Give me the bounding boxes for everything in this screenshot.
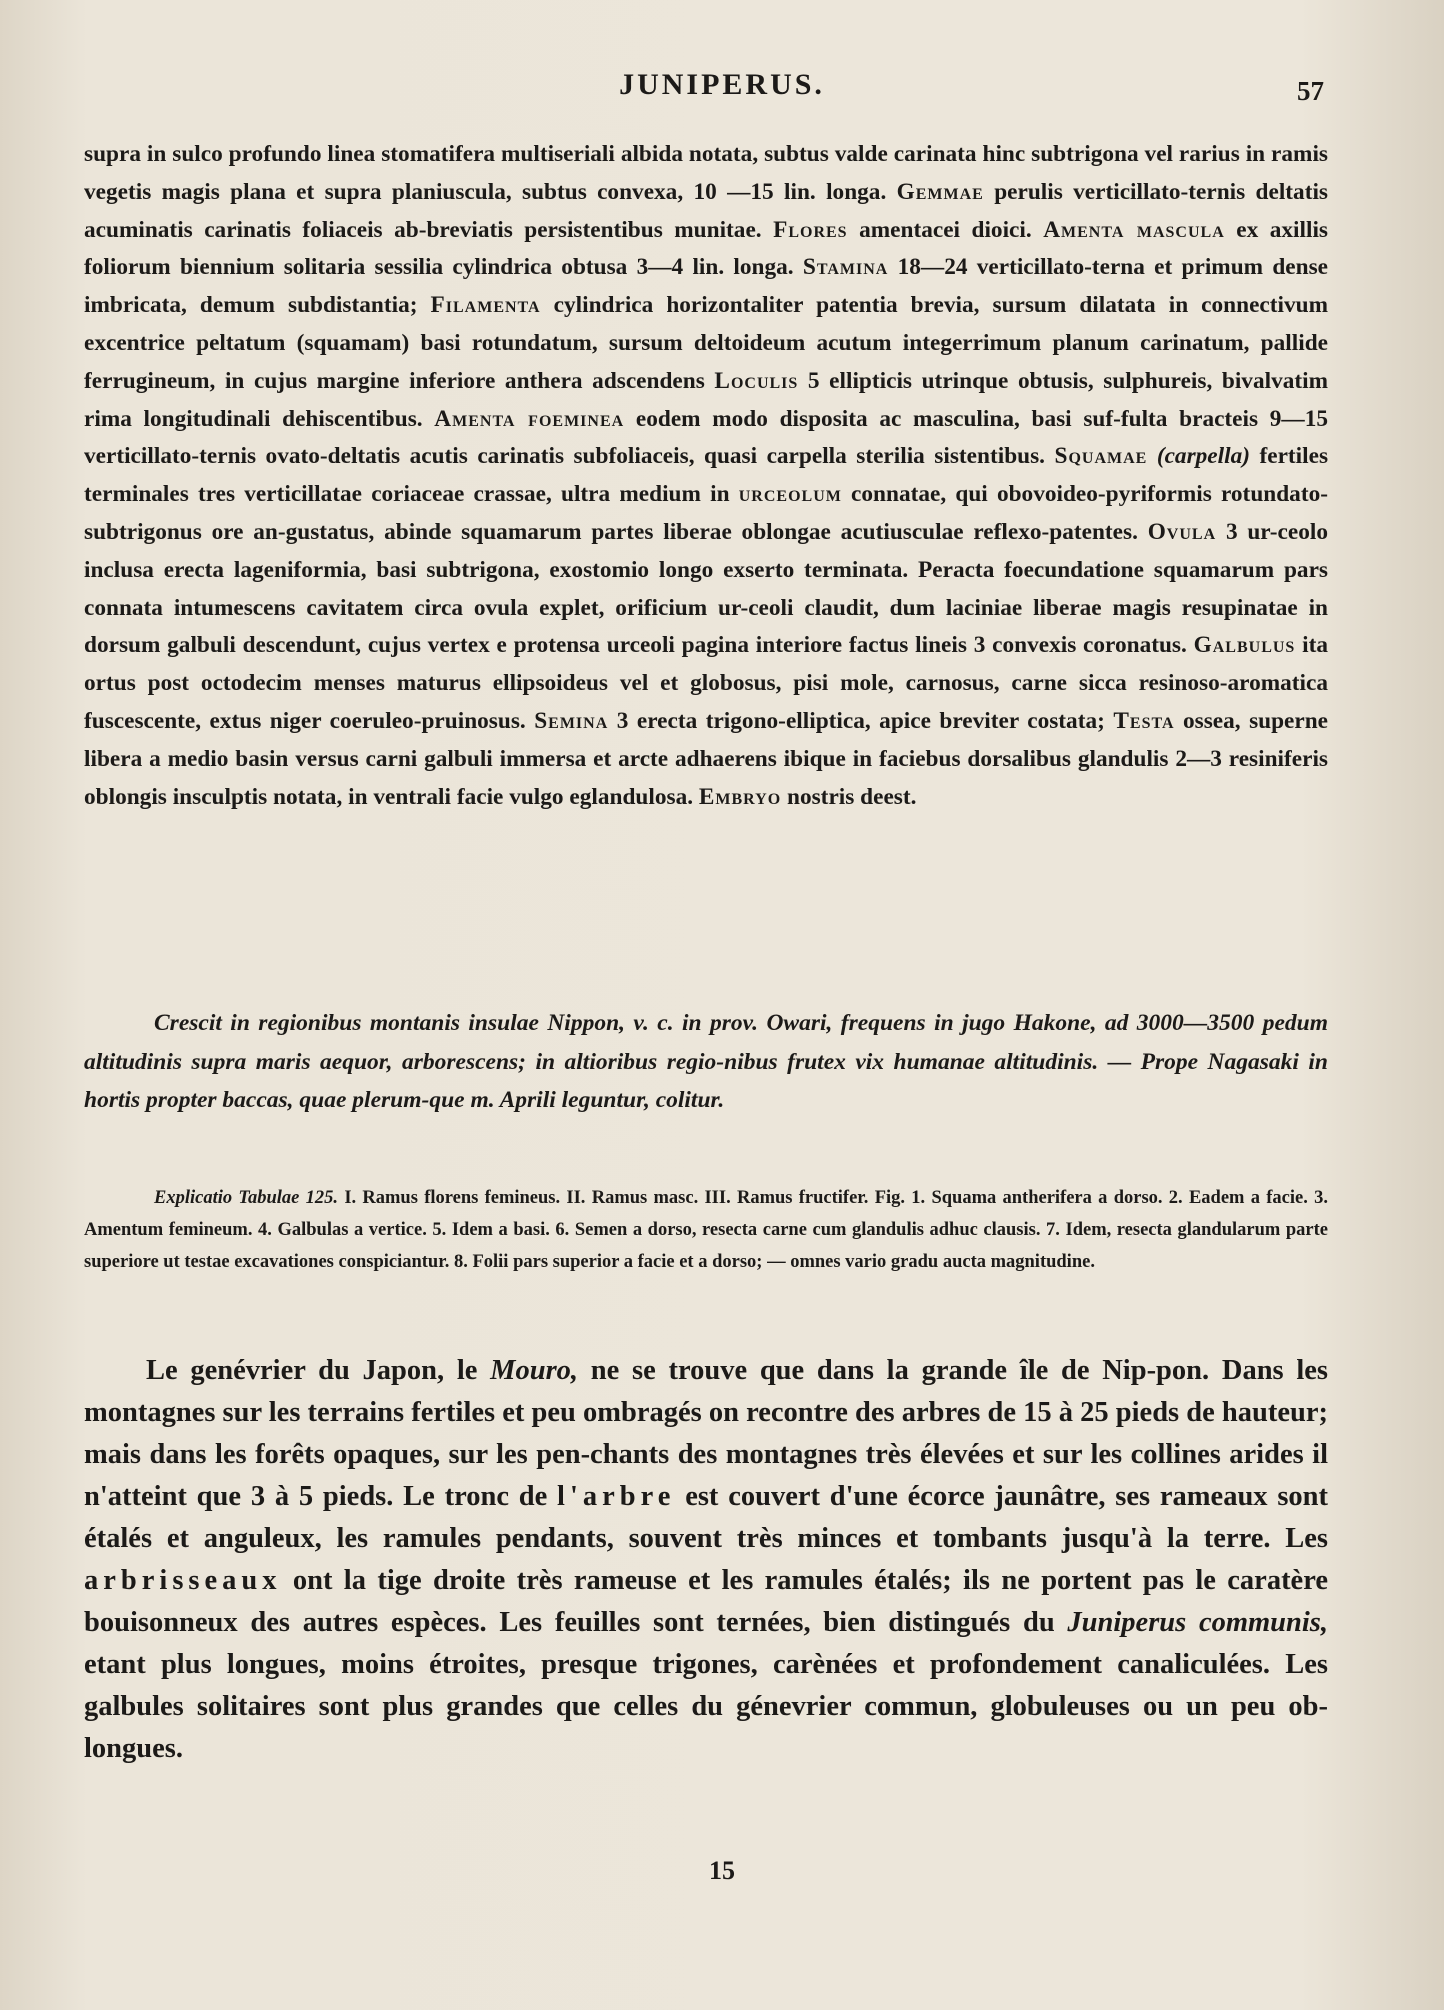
page-number: 57 — [1297, 76, 1324, 106]
signature-mark: 15 — [709, 1856, 735, 1885]
term-ovula: Ovula — [1147, 518, 1217, 545]
species-name: Juniperus communis, — [1067, 1607, 1329, 1638]
term-gemmae: Gemmae — [896, 178, 984, 205]
plate-explanation-lead: Explicatio Tabulae 125. — [154, 1188, 339, 1208]
term-semina: Semina — [534, 707, 609, 734]
term-amenta-mascula: Amenta mascula — [1043, 216, 1225, 243]
term-squamae: Squamae — [1054, 443, 1148, 470]
running-title: JUNIPERUS. — [619, 68, 825, 101]
term-galbulus: Galbulus — [1193, 632, 1296, 659]
term-urceolum: urceolum — [738, 481, 842, 508]
term-amenta-foeminea: Amenta foeminea — [434, 405, 625, 432]
french-description — [84, 1350, 1328, 1770]
term-flores: Flores — [773, 216, 848, 243]
term-loculis: Loculis — [714, 367, 799, 394]
plate-explanation-text: I. Ramus florens femineus. II. Ramus masc. III. Ramus fructifer. Fig. 1. Squama antherifera a dorso. 2. Eadem a facie. 3. Amentum femineum. 4. Galbulas a vertice. 5. Idem a basi. 6. Semen a dorso, resecta carne cum glandulis adhuc clausis. 7. Idem, resecta glandularum parte superiore ut testae excavationes conspiciantur. 8. Folii pars superior a facie et a dorso; — omnes vario gradu aucta magnitudine. — [84, 1188, 1328, 1272]
habitat-paragraph — [84, 1004, 1328, 1120]
term-embryo: Embryo — [698, 783, 782, 810]
french-paragraph: Le genévrier du Japon, le Mouro, ne se trouve que dans la grande île de Nip-pon. Dans les montagnes sur les terrains fertiles et peu ombragés on recontre des arbres de 15 à 25 pieds de hauteur; mais dans les forêts opaques, sur les pen-chants des montagnes très élevées et sur les collines arides il n'atteint que 3 à 5 pieds. Le tronc de l'arbre est couvert d'une écorce jaunâtre, ses rameaux sont étalés et anguleux, les ramules pendants, souvent très minces et tombants jusqu'à la terre. Les arbrisseaux ont la tige droite très rameuse et les ramules étalés; ils ne portent pas le caratère bouisonneux des autres espèces. Les feuilles sont ternées, bien distingués du Juniperus communis, etant plus longues, moins étroites, presque trigones, carènées et profondement canaliculées. Les galbules solitaires sont plus grandes que celles du génevrier commun, globuleuses ou un peu ob-longues. — [84, 1355, 1329, 1764]
term-stamina: Stamina — [802, 254, 889, 281]
plate-explanation — [84, 1182, 1328, 1278]
term-testa: Testa — [1113, 707, 1175, 734]
vernacular-name: Mouro, — [490, 1355, 579, 1386]
page-header — [0, 68, 1444, 112]
latin-description — [84, 136, 1328, 816]
habitat-text: Crescit in regionibus montanis insulae Nippon, v. c. in prov. Owari, frequens in jugo Hakone, ad 3000—3500 pedum altitudinis supra maris aequor, arborescens; in altioribus regio-nibus frutex vix humanae altitudinis. — Prope Nagasaki in hortis propter baccas, quae plerum-que m. Aprili leguntur, colitur. — [84, 1010, 1328, 1113]
term-filamenta: Filamenta — [430, 292, 541, 319]
latin-paragraph: supra in sulco profundo linea stomatifera multiseriali albida notata, subtus valde carinata hinc subtrigona vel rarius in ramis vegetis magis plana et supra planiuscula, subtus convexa, 10 —15 lin. longa. Gemmae perulis verticillato-ternis deltatis acuminatis carinatis foliaceis ab-breviatis persistentibus munitae. Flores amentacei dioici. Amenta mascula ex axillis foliorum biennium solitaria sessilia cylindrica obtusa 3—4 lin. longa. Stamina 18—24 verticillato-terna et primum dense imbricata, demum subdistantia; Filamenta cylindrica horizontaliter patentia brevia, sursum dilatata in connectivum excentrice peltatum (squamam) basi rotundatum, sursum deltoideum acutum integerrimum planum carinatum, pallide ferrugineum, in cujus margine inferiore anthera adscendens Loculis 5 ellipticis utrinque obtusis, sulphureis, bivalvatim rima longitudinali dehiscentibus. Amenta foeminea eodem modo disposita ac masculina, basi suf-fulta bracteis 9—15 verticillato-ternis ovato-deltatis acutis carinatis subfoliaceis, quasi carpella sterilia sistentibus. Squamae (carpella) fertiles terminales tres verticillatae coriaceae crassae, ultra medium in urceolum connatae, qui obovoideo-pyriformis rotundato-subtrigonus ore an-gustatus, abinde squamarum partes liberae oblongae acutiusculae reflexo-patentes. Ovula 3 ur-ceolo inclusa erecta lageniformia, basi subtrigona, exostomio longo exserto terminata. Peracta foecundatione squamarum pars connata intumescens cavitatem circa ovula explet, orificium ur-ceoli claudit, dum laciniae liberae magis resupinatae in dorsum galbuli descendunt, cujus vertex e protensa urceoli pagina interiore factus lineis 3 convexis coronatus. Galbulus ita ortus post octodecim menses maturus ellipsoideus vel et globosus, pisi mole, carnosus, carne sicca resinoso-aromatica fuscescente, extus niger coeruleo-pruinosus. Semina 3 erecta trigono-elliptica, apice breviter costata; Testa ossea, superne libera a medio basin versus carni galbuli immersa et arcte adhaerens ibique in faciebus dorsalibus glandulis 2—3 resiniferis oblongis insculptis notata, in ventrali facie vulgo eglandulosa. Embryo nostris deest. — [84, 141, 1329, 810]
